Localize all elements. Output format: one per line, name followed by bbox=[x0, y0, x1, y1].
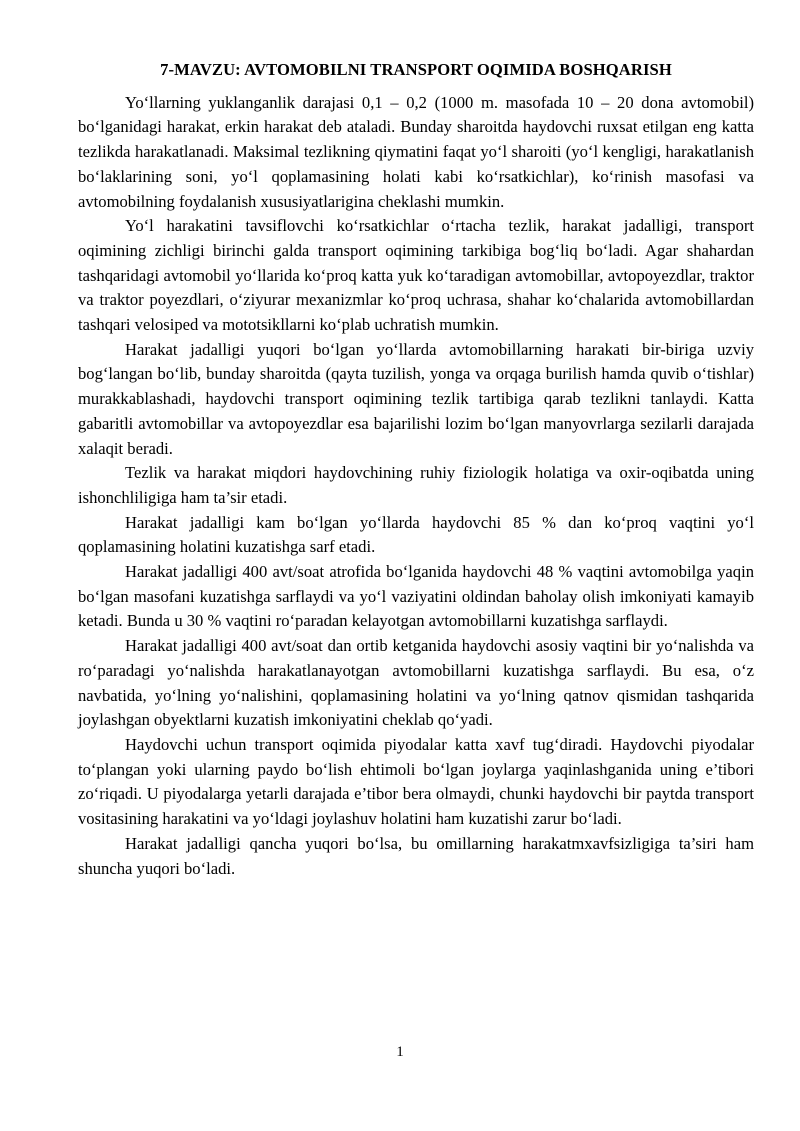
paragraph-8: Haydovchi uchun transport oqimida piyodalar katta xavf tug‘diradi. Haydovchi piyodalar to‘plangan yoki ularning paydo bo‘lish ehtimoli bo‘lgan joylarga yaqinlashganida uning e’tibori zo‘riqadi. U piyodalarga yetarli darajada e’tibor bera olmaydi, chunki haydovchi bir paytda transport vositasining harakatini va yo‘ldagi joylashuv holatini ham kuzatishi zarur bo‘ladi. bbox=[78, 734, 754, 829]
document-page bbox=[78, 58, 754, 881]
document-title: 7-MAVZU: AVTOMOBILNI TRANSPORT OQIMIDA BOSHQARISH bbox=[160, 60, 672, 79]
paragraph-5: Harakat jadalligi kam bo‘lgan yo‘llarda haydovchi 85 % dan ko‘proq vaqtini yo‘l qoplamasining holatini kuzatishga sarf etadi. bbox=[78, 512, 754, 557]
paragraph-3: Harakat jadalligi yuqori bo‘lgan yo‘llarda avtomobillarning harakati bir-biriga uzviy bog‘langan bo‘lib, bunday sharoitda (qayta tuzilish, yonga va orqaga burilish hamda quvib o‘tishlar) murakkablashadi, haydovchi transport oqimining tezlik tartibiga qarab tezlikni tanlaydi. Katta gabaritli avtomobillar va avtopoyezdlar esa bajarilishi lozim bo‘lgan manyovrlarga sezilarli darajada xalaqit beradi. bbox=[78, 339, 754, 458]
paragraph-1: Yo‘llarning yuklanganlik darajasi 0,1 – 0,2 (1000 m. masofada 10 – 20 dona avtomobil) bo‘lganidagi harakat, erkin harakat deb ataladi. Bunday sharoitda haydovchi ruxsat etilgan eng katta tezlikda harakatlanadi. Maksimal tezlikning qiymatini faqat yo‘l sharoiti (yo‘l kengligi, harakatlanish bo‘laklarining soni, yo‘l qoplamasining holati kabi ko‘rsatkichlar), ko‘rinish masofasi va avtomobilning foydalanish xususiyatlarigina cheklashi mumkin. bbox=[78, 92, 754, 211]
paragraph-2: Yo‘l harakatini tavsiflovchi ko‘rsatkichlar o‘rtacha tezlik, harakat jadalligi, transport oqimining zichligi birinchi galda transport oqimining tarkibiga bog‘liq bo‘ladi. Agar shahardan tashqaridagi avtomobil yo‘llarida ko‘proq katta yuk ko‘taradigan avtomobillar, avtopoyezdlar, traktor va traktor poyezdlari, o‘ziyurar mexanizmlar ko‘proq uchrasa, shahar ko‘chalarida avtomobillardan tashqari velosiped va mototsikllarni ko‘plab uchratish mumkin. bbox=[78, 216, 754, 335]
paragraph-6: Harakat jadalligi 400 avt/soat atrofida bo‘lganida haydovchi 48 % vaqtini avtomobilga yaqin bo‘lgan masofani kuzatishga sarflaydi va yo‘l vaziyatini oldindan baholay olish imkoniyati kamayib ketadi. Bunda u 30 % vaqtini ro‘paradan kelayotgan avtomobillarni kuzatishga sarflaydi. bbox=[78, 562, 754, 631]
page-number: 1 bbox=[396, 1044, 404, 1060]
paragraph-9: Harakat jadalligi qancha yuqori bo‘lsa, bu omillarning harakatmxavfsizligiga ta’siri ham shuncha yuqori bo‘ladi. bbox=[78, 833, 754, 878]
paragraph-7: Harakat jadalligi 400 avt/soat dan ortib ketganida haydovchi asosiy vaqtini bir yo‘nalishda va ro‘paradagi yo‘nalishda harakatlanayotgan avtomobillarni kuzatishga sarflaydi. Bu esa, o‘z navbatida, yo‘lning yo‘nalishini, qoplamasining holatini va yo‘lning qatnov qismidan tashqarida joylashgan obyektlarni kuzatish imkoniyatini cheklab qo‘yadi. bbox=[78, 636, 754, 730]
paragraph-4: Tezlik va harakat miqdori haydovchining ruhiy fiziologik holatiga va oxir-oqibatda uning ishonchliligiga ham ta’sir etadi. bbox=[78, 463, 754, 507]
